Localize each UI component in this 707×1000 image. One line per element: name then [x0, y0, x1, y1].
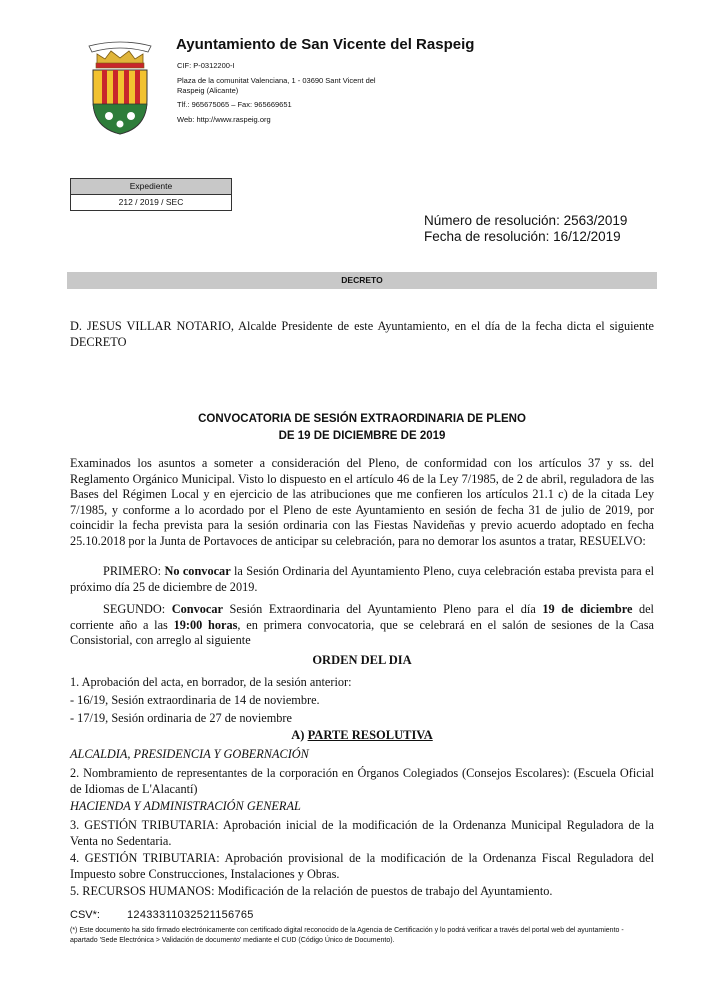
segundo-bold3: 19:00 horas [173, 617, 238, 632]
segundo-bold2: 19 de diciembre [542, 602, 633, 616]
primero-lead: PRIMERO: [103, 564, 165, 578]
segundo-text2: del corriente año a las [70, 602, 654, 632]
csv-code: 12433311032521156765 [127, 909, 254, 921]
orden-item-1b: - 17/19, Sesión ordinaria de 27 de noviembre [70, 711, 292, 725]
considerations-paragraph: Examinados los asuntos a someter a consideración del Pleno, de conformidad con los artículos 37 y ss. del Reglamento Orgánico Municipal. Visto lo dispuesto en el artículo 46 de la Ley 7/1985, de 2 de abril, reguladora de las Bases del Régimen Local y en ejercicio de las atribuciones que me confieren los artículos 21.1 c) de la citada Ley 7/1985, y conforme a lo acordado por el Pleno de este Ayuntamiento en sesión de fecha 31 de julio de 2019, por coincidir la fecha prevista para la sesión ordinaria con las Fiestas Navideñas y previo acuerdo adoptado en fecha 25.10.2018 por la Junta de Portavoces de anticipar su celebración, para no demorar los asuntos a tratar, RESUELVO: [70, 456, 654, 548]
segundo-text1: Sesión Extraordinaria del Ayuntamiento Pleno para el día [222, 602, 543, 616]
org-address-line1: Plaza de la comunitat Valenciana, 1 - 03690 Sant Vicent del [177, 76, 376, 85]
orden-item-1a: - 16/19, Sesión extraordinaria de 14 de noviembre. [70, 693, 320, 707]
decreto-bar: DECRETO [67, 272, 657, 289]
part-a-heading [67, 728, 657, 743]
primero-paragraph [70, 564, 654, 595]
intro-paragraph: D. JESUS VILLAR NOTARIO, Alcalde Presidente de este Ayuntamiento, en el día de la fecha dicta el siguiente DECRETO [70, 319, 654, 349]
expediente-value: 212 / 2019 / SEC [118, 197, 184, 207]
orden-item-5: 5. RECURSOS HUMANOS: Modificación de la relación de puestos de trabajo del Ayuntamiento. [70, 884, 553, 898]
orden-item-3: 3. GESTIÓN TRIBUTARIA: Aprobación inicial de la modificación de la Ordenanza Municipal Reguladora de la Venta no Sedentaria. [70, 818, 654, 848]
org-name: Ayuntamiento de San Vicente del Raspeig [176, 36, 475, 53]
org-phone: Tlf.: 965675065 – Fax: 965669651 [177, 100, 292, 109]
segundo-paragraph [70, 602, 654, 649]
part-a-title: PARTE RESOLUTIVA [307, 728, 433, 742]
csv-label: CSV*: [70, 909, 100, 921]
resolution-date: Fecha de resolución: 16/12/2019 [424, 229, 621, 244]
title-line1: CONVOCATORIA DE SESIÓN EXTRAORDINARIA DE PLENO [198, 413, 526, 425]
section-hacienda: HACIENDA Y ADMINISTRACIÓN GENERAL [70, 799, 301, 813]
expediente-box [70, 178, 232, 211]
orden-item-2: 2. Nombramiento de representantes de la corporación en Órganos Colegiados (Consejos Escolares): (Escuela Oficial de Idiomas de L'Alacantí) [70, 766, 654, 796]
orden-item-1: 1. Aprobación del acta, en borrador, de la sesión anterior: [70, 675, 352, 689]
segundo-bold1: Convocar [171, 602, 223, 616]
part-a-prefix: A) [291, 728, 308, 742]
signature-footnote: (*) Este documento ha sido firmado electrónicamente con certificado digital reconocido de la Agencia de Certificación y lo podrá verificar a través del portal web del ayuntamiento - apartado 'Sede Electrónica > Validación de documento' mediante el CUD (Código Único de Documento). [70, 927, 624, 944]
orden-item-4: 4. GESTIÓN TRIBUTARIA: Aprobación provisional de la modificación de la Ordenanza Fiscal Reguladora del Impuesto sobre Construcciones, Instalaciones y Obras. [70, 851, 654, 881]
title-line2: DE 19 DE DICIEMBRE DE 2019 [278, 430, 446, 442]
resolution-number: Número de resolución: 2563/2019 [424, 213, 628, 228]
primero-rest: la Sesión Ordinaria del Ayuntamiento Pleno, cuya celebración estaba prevista para el próximo día 25 de diciembre de 2019. [70, 564, 655, 594]
org-address-line2: Raspeig (Alicante) [177, 86, 239, 95]
primero-bold: No convocar [164, 564, 231, 578]
segundo-text3: , en primera convocatoria, que se celebrará en el salón de sesiones de la Casa Consistorial, con arreglo al siguiente [70, 617, 654, 647]
orden-title: ORDEN DEL DIA [312, 653, 412, 667]
segundo-lead: SEGUNDO: [103, 602, 172, 616]
org-web: Web: http://www.raspeig.org [177, 115, 271, 124]
municipal-crest-logo [85, 38, 155, 136]
expediente-label: Expediente [71, 179, 231, 195]
section-alcaldia: ALCALDIA, PRESIDENCIA Y GOBERNACIÓN [70, 747, 309, 761]
org-cif: CIF: P-0312200-I [177, 61, 235, 70]
